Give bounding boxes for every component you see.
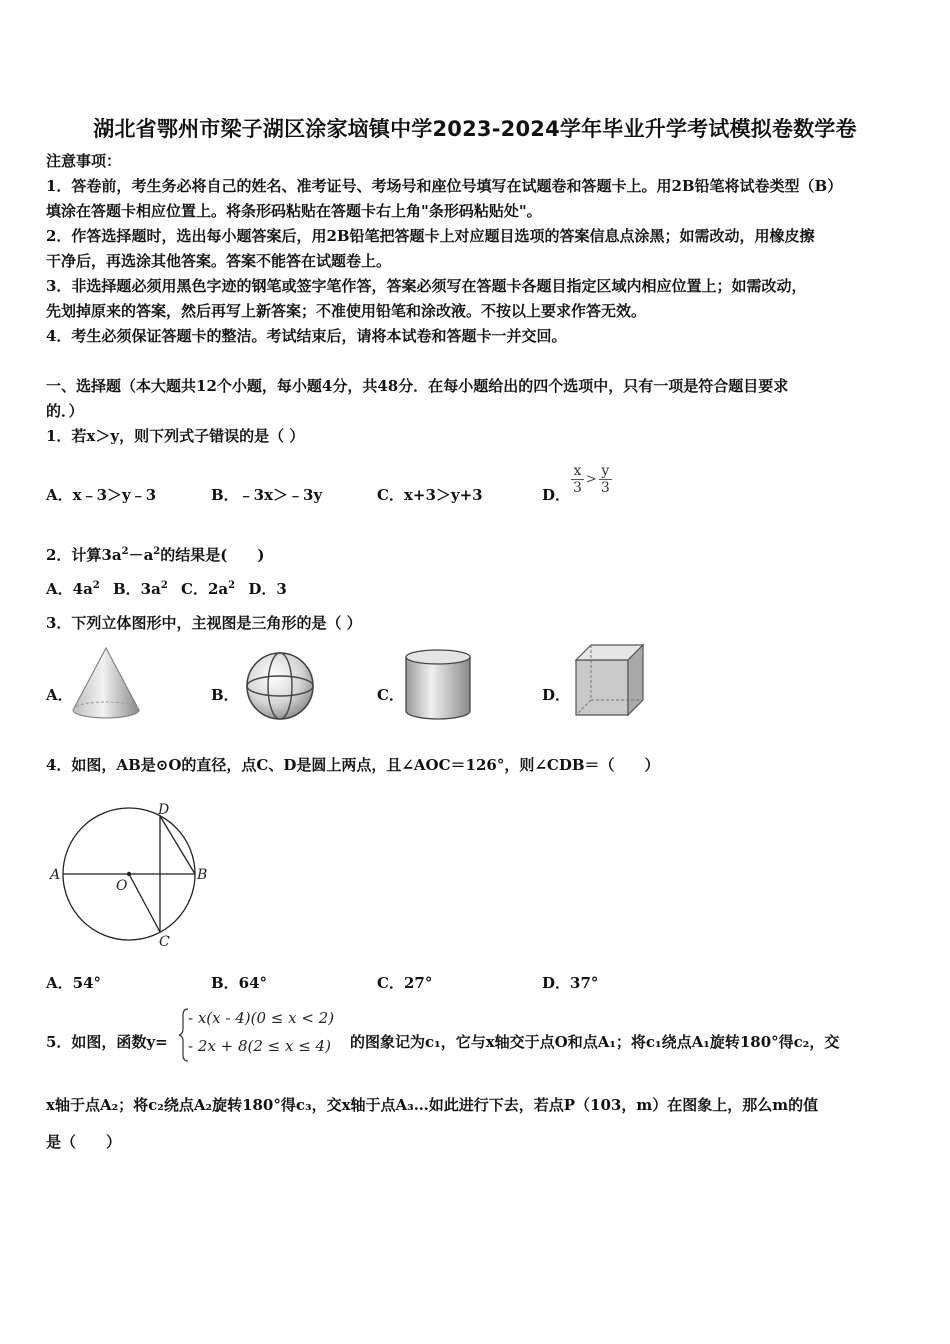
circle-diagram (46, 800, 216, 950)
q5-stem-cont: 的图象记为c₁，它与x轴交于点O和点A₁；将c₁绕点A₁旋转180°得c₂，交 (350, 1033, 840, 1051)
q3-option-d: D． (542, 686, 571, 704)
point-o-label: O (116, 878, 128, 894)
section-heading: 一、选择题（本大题共12个小题，每小题4分，共48分．在每小题给出的四个选项中，只有一项是符合题目要求 (46, 377, 789, 395)
notice-line: 3．非选择题必须用黑色字迹的钢笔或签字笔作答，答案必须写在答题卡各题目指定区域内相应位置上；如需改动， (46, 277, 807, 295)
notice-line: 1．答卷前，考生务必将自己的姓名、准考证号、考场号和座位号填写在试题卷和答题卡上。用2B铅笔将试卷类型（B） (46, 177, 843, 195)
q4-option-a: A．54° (46, 974, 102, 992)
q1-option-d-formula: $\frac{x}{3}$ > $\frac{y}{3}$ (573, 463, 610, 496)
q3-option-c: C． (377, 686, 404, 704)
q3-option-a: A． (46, 686, 73, 704)
q3-option-b: B． (211, 686, 239, 704)
piecewise-row-1: - x(x - 4)(0 ≤ x < 2) (188, 1009, 335, 1027)
q4-option-d: D．37° (542, 974, 599, 992)
cone-figure (70, 645, 142, 723)
page-title: 湖北省鄂州市梁子湖区涂家垴镇中学2023-2024学年毕业升学考试模拟卷数学卷 (93, 117, 857, 141)
section-heading-cont: 的．） (46, 402, 84, 420)
q3-stem: 3．下列立体图形中，主视图是三角形的是（ ） (46, 614, 362, 632)
q2-option-a: A．$4a^2$ (46, 580, 100, 598)
sphere-figure (244, 651, 316, 721)
notice-heading: 注意事项： (46, 152, 122, 170)
fraction: $\frac{x}{3}$ (573, 463, 582, 496)
notice-line: 2．作答选择题时，选出每小题答案后，用2B铅笔把答题卡上对应题目选项的答案信息点涂黑；如需改动，用橡皮擦 (46, 227, 815, 245)
q2-option-c: C．$2a^2$ (181, 580, 236, 598)
q2-option-d: D．3 (248, 580, 287, 598)
q1-option-d-label: D． (542, 486, 571, 504)
point-d-label: D (158, 802, 170, 818)
q5-stem-line3: 是（ ） (46, 1133, 122, 1151)
notice-line: 4．考生必须保证答题卡的整洁。考试结束后，请将本试卷和答题卡一并交回。 (46, 327, 567, 345)
q1-option-a: A．x﹣3＞y﹣3 (46, 486, 157, 504)
q4-option-b: B．64° (211, 974, 268, 992)
cube-figure (573, 642, 645, 718)
notice-line: 填涂在答题卡相应位置上。将条形码粘贴在答题卡右上角"条形码粘贴处"。 (46, 202, 542, 220)
fraction: $\frac{y}{3}$ (600, 463, 610, 496)
q1-option-b: B．﹣3x＞﹣3y (211, 486, 323, 504)
q4-option-c: C．27° (377, 974, 433, 992)
notice-line: 先划掉原来的答案，然后再写上新答案；不准使用铅笔和涂改液。不按以上要求作答无效。 (46, 302, 647, 320)
q1-option-c: C．x+3＞y+3 (377, 486, 483, 504)
q2-stem: 2．计算$3a^2-a^2$的结果是( ) (46, 546, 265, 564)
notice-line: 干净后，再选涂其他答案。答案不能答在试题卷上。 (46, 252, 392, 270)
point-b-label: B (197, 867, 208, 883)
point-c-label: C (159, 934, 170, 950)
q1-option-d (542, 483, 570, 508)
q2-options (46, 577, 287, 602)
point-a-label: A (50, 867, 61, 883)
cylinder-figure (403, 648, 473, 722)
q2-option-b: B．$3a^2$ (113, 580, 168, 598)
piecewise-row-2: - 2x + 8(2 ≤ x ≤ 4) (188, 1037, 331, 1055)
q4-stem: 4．如图，AB是⊙O的直径，点C、D是圆上两点，且∠AOC＝126°，则∠CDB＝（ ） (46, 756, 660, 774)
q1-stem: 1．若x＞y，则下列式子错误的是（ ） (46, 427, 305, 445)
q5-stem-start: 5．如图，函数y= (46, 1033, 168, 1051)
q5-stem-line2: x轴于点A₂；将c₂绕点A₂旋转180°得c₃，交x轴于点A₃…如此进行下去，若点P（103，m）在图象上，那么m的值 (46, 1096, 819, 1114)
